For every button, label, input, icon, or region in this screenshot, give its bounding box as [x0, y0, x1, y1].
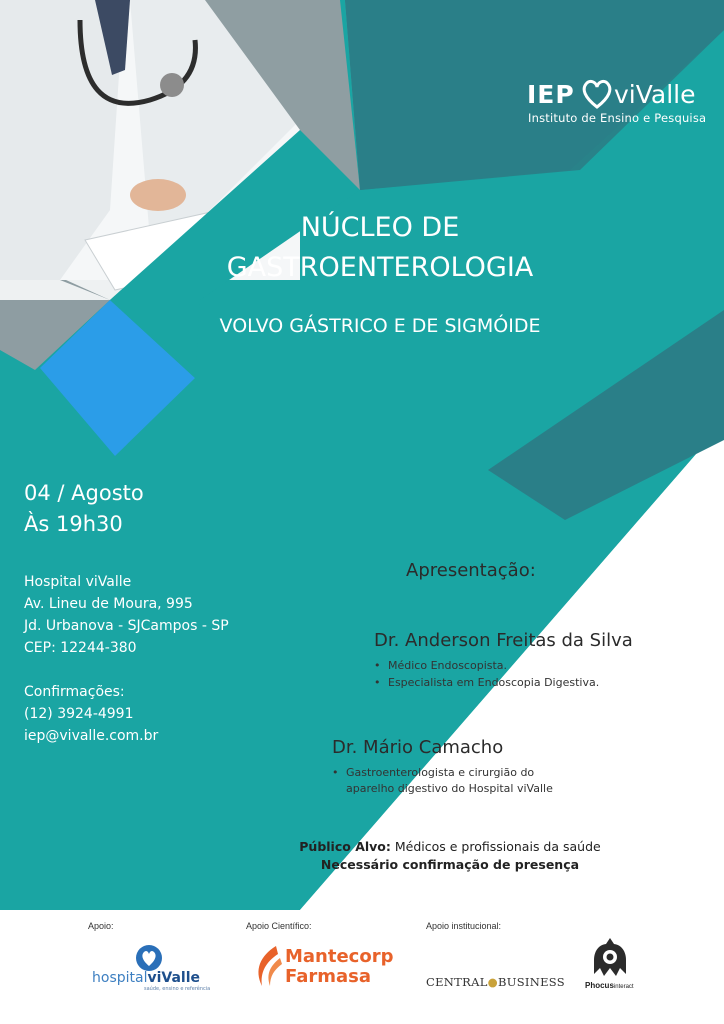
- event-date: 04 / Agosto: [24, 481, 144, 505]
- audience-label: Público Alvo:: [299, 839, 391, 854]
- hospital-tagline: saúde, ensino e referência: [144, 986, 211, 992]
- mantecorp-line2: Farmasa: [285, 966, 372, 987]
- logo-iep: IEP: [527, 80, 575, 109]
- apoio-cientifico-label: Apoio Científico:: [246, 921, 312, 931]
- hospital-vivalle-emblem-icon: [135, 944, 163, 972]
- central-dot-icon: ●: [487, 975, 498, 989]
- hospital-prefix: hospital: [92, 970, 148, 986]
- logo-vivalle: viValle: [614, 80, 696, 109]
- venue-line: Hospital viValle: [24, 574, 132, 590]
- presentation-heading: Apresentação:: [406, 560, 536, 581]
- title-line1: NÚCLEO DE: [300, 212, 460, 243]
- bullet-text: Especialista em Endoscopia Digestiva.: [388, 676, 600, 689]
- email-link[interactable]: iep@vivalle.com.br: [24, 728, 159, 744]
- subtitle: VOLVO GÁSTRICO E DE SIGMÓIDE: [219, 315, 541, 337]
- central-right: BUSINESS: [497, 975, 565, 989]
- speaker-name: Dr. Mário Camacho: [332, 737, 504, 758]
- speaker-name: Dr. Anderson Freitas da Silva: [374, 630, 633, 651]
- bullet-text: Médico Endoscopista.: [388, 659, 508, 672]
- mantecorp-flame-icon: [252, 944, 282, 988]
- logo-tagline: Instituto de Ensino e Pesquisa: [528, 111, 707, 125]
- mantecorp-logo: [285, 947, 393, 987]
- title-line2: GASTROENTEROLOGIA: [226, 252, 534, 283]
- audience-text: Médicos e profissionais da saúde: [390, 839, 601, 854]
- bullet-text: Gastroenterologista e cirurgião do: [346, 766, 535, 779]
- hospital-vivalle-logo: [92, 970, 200, 986]
- phocus-mascot-icon: [590, 936, 630, 980]
- audience-note: Necessário confirmação de presença: [320, 857, 580, 872]
- audience-line: [180, 839, 720, 854]
- venue-line: Av. Lineu de Moura, 995: [24, 596, 193, 612]
- speaker-bullet-continued: aparelho digestivo do Hospital viValle: [346, 782, 553, 795]
- speaker-bullet: • Especialista em Endoscopia Digestiva.: [374, 676, 600, 689]
- phocus-suffix: interact: [613, 984, 634, 990]
- central-business-logo: [426, 975, 565, 989]
- central-left: CENTRAL: [426, 975, 488, 989]
- venue-line: Jd. Urbanova - SJCampos - SP: [24, 618, 229, 634]
- logo-heart-icon: [580, 79, 614, 109]
- speaker-bullet: • Gastroenterologista e cirurgião do: [332, 766, 535, 779]
- event-time: Às 19h30: [24, 512, 123, 536]
- apoio-institucional-label: Apoio institucional:: [426, 921, 502, 931]
- phocus-logo: [585, 981, 634, 990]
- mantecorp-line1: Mantecorp: [285, 946, 394, 967]
- hospital-name: viValle: [147, 970, 201, 986]
- phocus-name: Phocus: [585, 981, 614, 990]
- phone: (12) 3924-4991: [24, 706, 134, 722]
- speaker-bullet: • Médico Endoscopista.: [374, 659, 508, 672]
- confirm-label: Confirmações:: [24, 684, 125, 700]
- venue-line: CEP: 12244-380: [24, 640, 137, 656]
- apoio-label: Apoio:: [88, 921, 114, 931]
